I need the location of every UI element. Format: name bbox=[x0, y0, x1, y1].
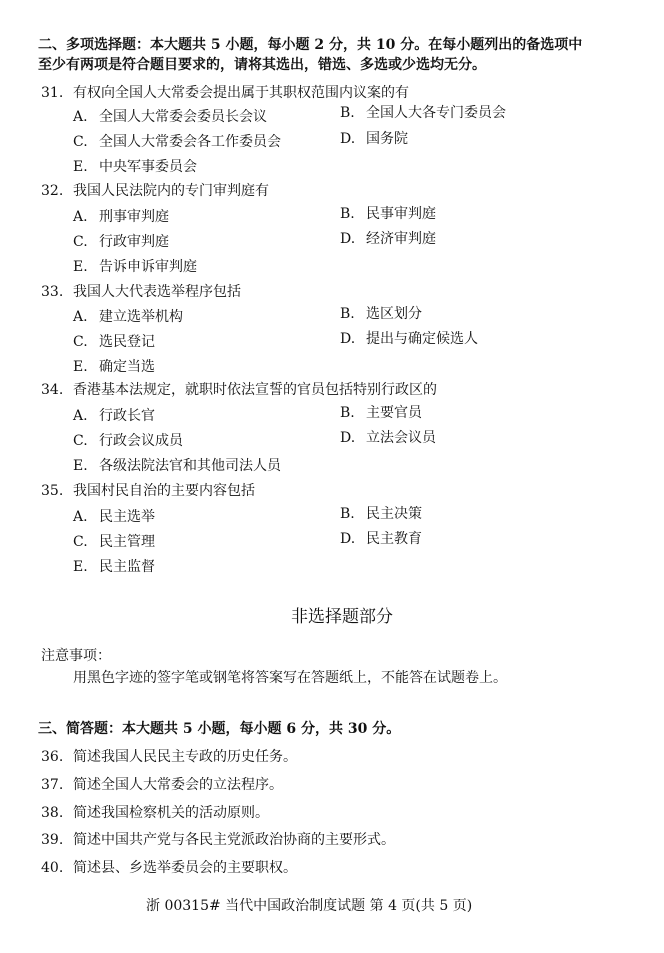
question-number: 31. bbox=[41, 85, 64, 101]
option-c bbox=[73, 333, 155, 351]
option-text: 行政审判庭 bbox=[99, 234, 169, 250]
question-number: 35. bbox=[41, 483, 64, 499]
option-label: D. bbox=[340, 231, 356, 247]
notice-text: 用黑色字迹的签字笔或钢笔将答案写在答题纸上，不能答在试题卷上。 bbox=[73, 670, 507, 686]
option-label: E. bbox=[73, 259, 88, 275]
option-text: 确定当选 bbox=[99, 359, 155, 375]
question-number: 33. bbox=[41, 284, 64, 300]
option-e bbox=[73, 457, 281, 475]
option-text: 全国人大常委会各工作委员会 bbox=[99, 134, 281, 150]
option-label: A. bbox=[73, 408, 88, 424]
option-text: 刑事审判庭 bbox=[99, 209, 169, 225]
option-d bbox=[340, 530, 422, 548]
option-e bbox=[73, 558, 155, 576]
option-label: E. bbox=[73, 559, 88, 575]
option-c bbox=[73, 233, 169, 251]
option-label: B. bbox=[340, 506, 355, 522]
question-number: 39. bbox=[41, 832, 64, 848]
notice-label: 注意事项： bbox=[41, 648, 111, 664]
option-text: 提出与确定候选人 bbox=[366, 331, 478, 347]
part-title: 非选择题部分 bbox=[291, 607, 393, 627]
option-e bbox=[73, 358, 155, 376]
question-stem: 我国人大代表选举程序包括 bbox=[73, 284, 241, 300]
option-d bbox=[340, 230, 436, 248]
option-text: 民主选举 bbox=[99, 509, 155, 525]
option-a bbox=[73, 308, 183, 326]
question-text: 简述中国共产党与各民主党派政治协商的主要形式。 bbox=[73, 832, 395, 848]
option-text: 告诉申诉审判庭 bbox=[99, 259, 197, 275]
option-label: C. bbox=[73, 334, 88, 350]
option-text: 经济审判庭 bbox=[366, 231, 436, 247]
option-a bbox=[73, 108, 267, 126]
option-b bbox=[340, 104, 506, 122]
question-stem: 有权向全国人大常委会提出属于其职权范围内议案的有 bbox=[73, 85, 409, 101]
question-number: 34. bbox=[41, 382, 64, 398]
option-b bbox=[340, 305, 422, 323]
option-label: A. bbox=[73, 209, 88, 225]
option-text: 行政长官 bbox=[99, 408, 155, 424]
option-text: 国务院 bbox=[366, 131, 408, 147]
question-stem: 我国村民自治的主要内容包括 bbox=[73, 483, 255, 499]
question-number: 32. bbox=[41, 183, 64, 199]
option-text: 行政会议成员 bbox=[99, 433, 183, 449]
option-b bbox=[340, 404, 422, 422]
option-text: 全国人大常委会委员长会议 bbox=[99, 109, 267, 125]
option-label: A. bbox=[73, 109, 88, 125]
option-text: 民主决策 bbox=[366, 506, 422, 522]
option-a bbox=[73, 508, 155, 526]
question-text: 简述全国人大常委会的立法程序。 bbox=[73, 777, 283, 793]
option-text: 选民登记 bbox=[99, 334, 155, 350]
option-label: E. bbox=[73, 458, 88, 474]
option-text: 各级法院法官和其他司法人员 bbox=[99, 458, 281, 474]
option-label: D. bbox=[340, 531, 356, 547]
section2-heading-line1: 二、多项选择题：本大题共 5 小题，每小题 2 分，共 10 分。在每小题列出的备选项中 bbox=[38, 37, 583, 53]
option-label: C. bbox=[73, 234, 88, 250]
option-text: 选区划分 bbox=[366, 306, 422, 322]
option-text: 主要官员 bbox=[366, 405, 422, 421]
option-label: B. bbox=[340, 306, 355, 322]
question-number: 40. bbox=[41, 860, 64, 876]
option-c bbox=[73, 533, 155, 551]
option-c bbox=[73, 133, 281, 151]
section2-heading-line2: 至少有两项是符合题目要求的，请将其选出，错选、多选或少选均无分。 bbox=[38, 57, 486, 73]
page-footer: 浙 00315# 当代中国政治制度试题 第 4 页(共 5 页) bbox=[146, 898, 473, 914]
option-label: D. bbox=[340, 331, 356, 347]
option-text: 建立选举机构 bbox=[99, 309, 183, 325]
option-e bbox=[73, 158, 197, 176]
option-d bbox=[340, 130, 408, 148]
section3-heading: 三、简答题：本大题共 5 小题，每小题 6 分，共 30 分。 bbox=[38, 721, 401, 737]
option-label: C. bbox=[73, 134, 88, 150]
option-text: 民事审判庭 bbox=[366, 206, 436, 222]
option-b bbox=[340, 205, 436, 223]
question-number: 37. bbox=[41, 777, 64, 793]
question-number: 38. bbox=[41, 805, 64, 821]
option-a bbox=[73, 208, 169, 226]
option-c bbox=[73, 432, 183, 450]
question-stem: 香港基本法规定，就职时依法宣誓的官员包括特别行政区的 bbox=[73, 382, 437, 398]
option-a bbox=[73, 407, 155, 425]
option-b bbox=[340, 505, 422, 523]
option-label: C. bbox=[73, 433, 88, 449]
option-label: B. bbox=[340, 206, 355, 222]
option-text: 全国人大各专门委员会 bbox=[366, 105, 506, 121]
option-label: A. bbox=[73, 309, 88, 325]
option-label: D. bbox=[340, 430, 356, 446]
question-text: 简述县、乡选举委员会的主要职权。 bbox=[73, 860, 297, 876]
option-e bbox=[73, 258, 197, 276]
question-text: 简述我国人民民主专政的历史任务。 bbox=[73, 749, 297, 765]
option-label: E. bbox=[73, 359, 88, 375]
option-label: E. bbox=[73, 159, 88, 175]
question-stem: 我国人民法院内的专门审判庭有 bbox=[73, 183, 269, 199]
option-label: B. bbox=[340, 405, 355, 421]
option-d bbox=[340, 330, 478, 348]
option-text: 中央军事委员会 bbox=[99, 159, 197, 175]
option-label: A. bbox=[73, 509, 88, 525]
option-text: 民主教育 bbox=[366, 531, 422, 547]
question-number: 36. bbox=[41, 749, 64, 765]
option-text: 民主管理 bbox=[99, 534, 155, 550]
question-text: 简述我国检察机关的活动原则。 bbox=[73, 805, 269, 821]
option-d bbox=[340, 429, 436, 447]
option-text: 民主监督 bbox=[99, 559, 155, 575]
option-text: 立法会议员 bbox=[366, 430, 436, 446]
option-label: B. bbox=[340, 105, 355, 121]
option-label: C. bbox=[73, 534, 88, 550]
option-label: D. bbox=[340, 131, 356, 147]
